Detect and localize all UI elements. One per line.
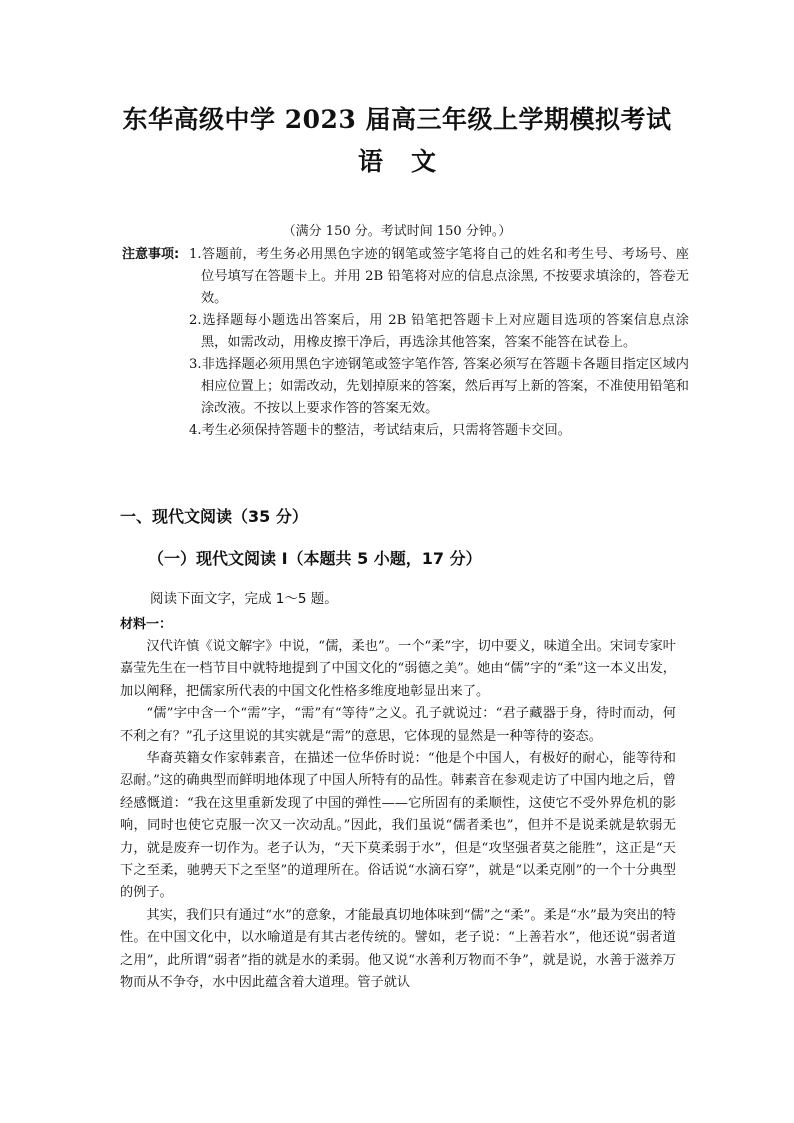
material-label: 材料一： bbox=[120, 617, 173, 632]
paragraph: 其实，我们只有通过“水”的意象，才能最真切地体味到“儒”之“柔”。柔是“水”最为突出的特性。在中国文化中，以水喻道是有其古老传统的。譬如，老子说：“上善若水”，他还说“弱者道之用”，此所谓“弱者”指的就是水的柔弱。他又说“水善利万物而不争”，就是说，水善于滋养万物而从不争夺，水中因此蕴含着大道理。管子就认 bbox=[120, 907, 676, 991]
notice-item: 4.考生必须保持答题卡的整洁，考试结束后，只需将答题卡交回。 bbox=[189, 423, 571, 438]
subsection-heading: （一）现代文阅读 I（本题共 5 小题，17 分） bbox=[148, 549, 482, 568]
notice-item: 2.选择题每小题选出答案后，用 2B 铅笔把答题卡上对应题目选项的答案信息点涂黑，如需改动，用橡皮擦干净后，再选涂其他答案，答案不能答在试卷上。 bbox=[189, 313, 689, 350]
subject-char: 语 bbox=[357, 147, 383, 176]
reading-instruction: 阅读下面文字，完成 1～5 题。 bbox=[150, 591, 338, 607]
material-body bbox=[120, 636, 676, 995]
paragraph: “儒”字中含一个“需”字，“需”有“等待”之义。孔子就说过：“君子藏器于身，待时而动，何不利之有？”孔子这里说的其实就是“需”的意思，它体现的显然是一种等待的姿态。 bbox=[120, 706, 676, 744]
paragraph: 汉代许慎《说文解字》中说，“儒，柔也”。一个“柔”字，切中要义，味道全出。宋词专家叶嘉莹先生在一档节目中就特地提到了中国文化的“弱德之美”。她由“儒”字的“柔”这一本义出发，加以阐释，把儒家所代表的中国文化性格多维度地彰显出来了。 bbox=[120, 639, 676, 699]
notice-label: 注意事项: bbox=[122, 247, 180, 262]
paragraph: 华裔英籍女作家韩素音，在描述一位华侨时说：“他是个中国人，有极好的耐心，能等待和忍耐。”这的确典型而鲜明地体现了中国人所特有的品性。韩素音在参观走访了中国内地之后，曾经感慨道：“我在这里重新发现了中国的弹性——它所固有的柔顺性，这使它不受外界危机的影响，同时也使它克服一次又一次动乱。”因此，我们虽说“儒者柔也”，但并不是说柔就是软弱无力，就是废弃一切作为。老子认为，“天下莫柔弱于水”，但是“攻坚强者莫之能胜”，这正是“天下之至柔，驰骋天下之至坚”的道理所在。俗话说“水滴石穿”，就是“以柔克刚”的一个十分典型的例子。 bbox=[120, 751, 676, 901]
score-note: （满分 150 分。考试时间 150 分钟。） bbox=[282, 224, 512, 239]
exam-title: 东华高级中学 2023 届高三年级上学期模拟考试 bbox=[122, 105, 672, 134]
subject-title bbox=[0, 142, 794, 178]
notice-item: 1.答题前，考生务必用黑色字迹的钢笔或签字笔将自己的姓名和考生号、考场号、座位号填写在答题卡上。并用 2B 铅笔将对应的信息点涂黑, 不按要求填涂的，答卷无效。 bbox=[189, 247, 689, 306]
notice-list bbox=[189, 244, 689, 442]
notice-item: 3.非选择题必须用黑色字迹钢笔或签字笔作答, 答案必须写在答题卡各题目指定区域内相应位置上；如需改动，先划掉原来的答案，然后再写上新的答案，不准使用铅笔和涂改液。不按以上要求作答的答案无效。 bbox=[189, 357, 689, 416]
subject-char: 文 bbox=[411, 147, 437, 176]
section-heading: 一、现代文阅读（35 分） bbox=[120, 507, 308, 526]
